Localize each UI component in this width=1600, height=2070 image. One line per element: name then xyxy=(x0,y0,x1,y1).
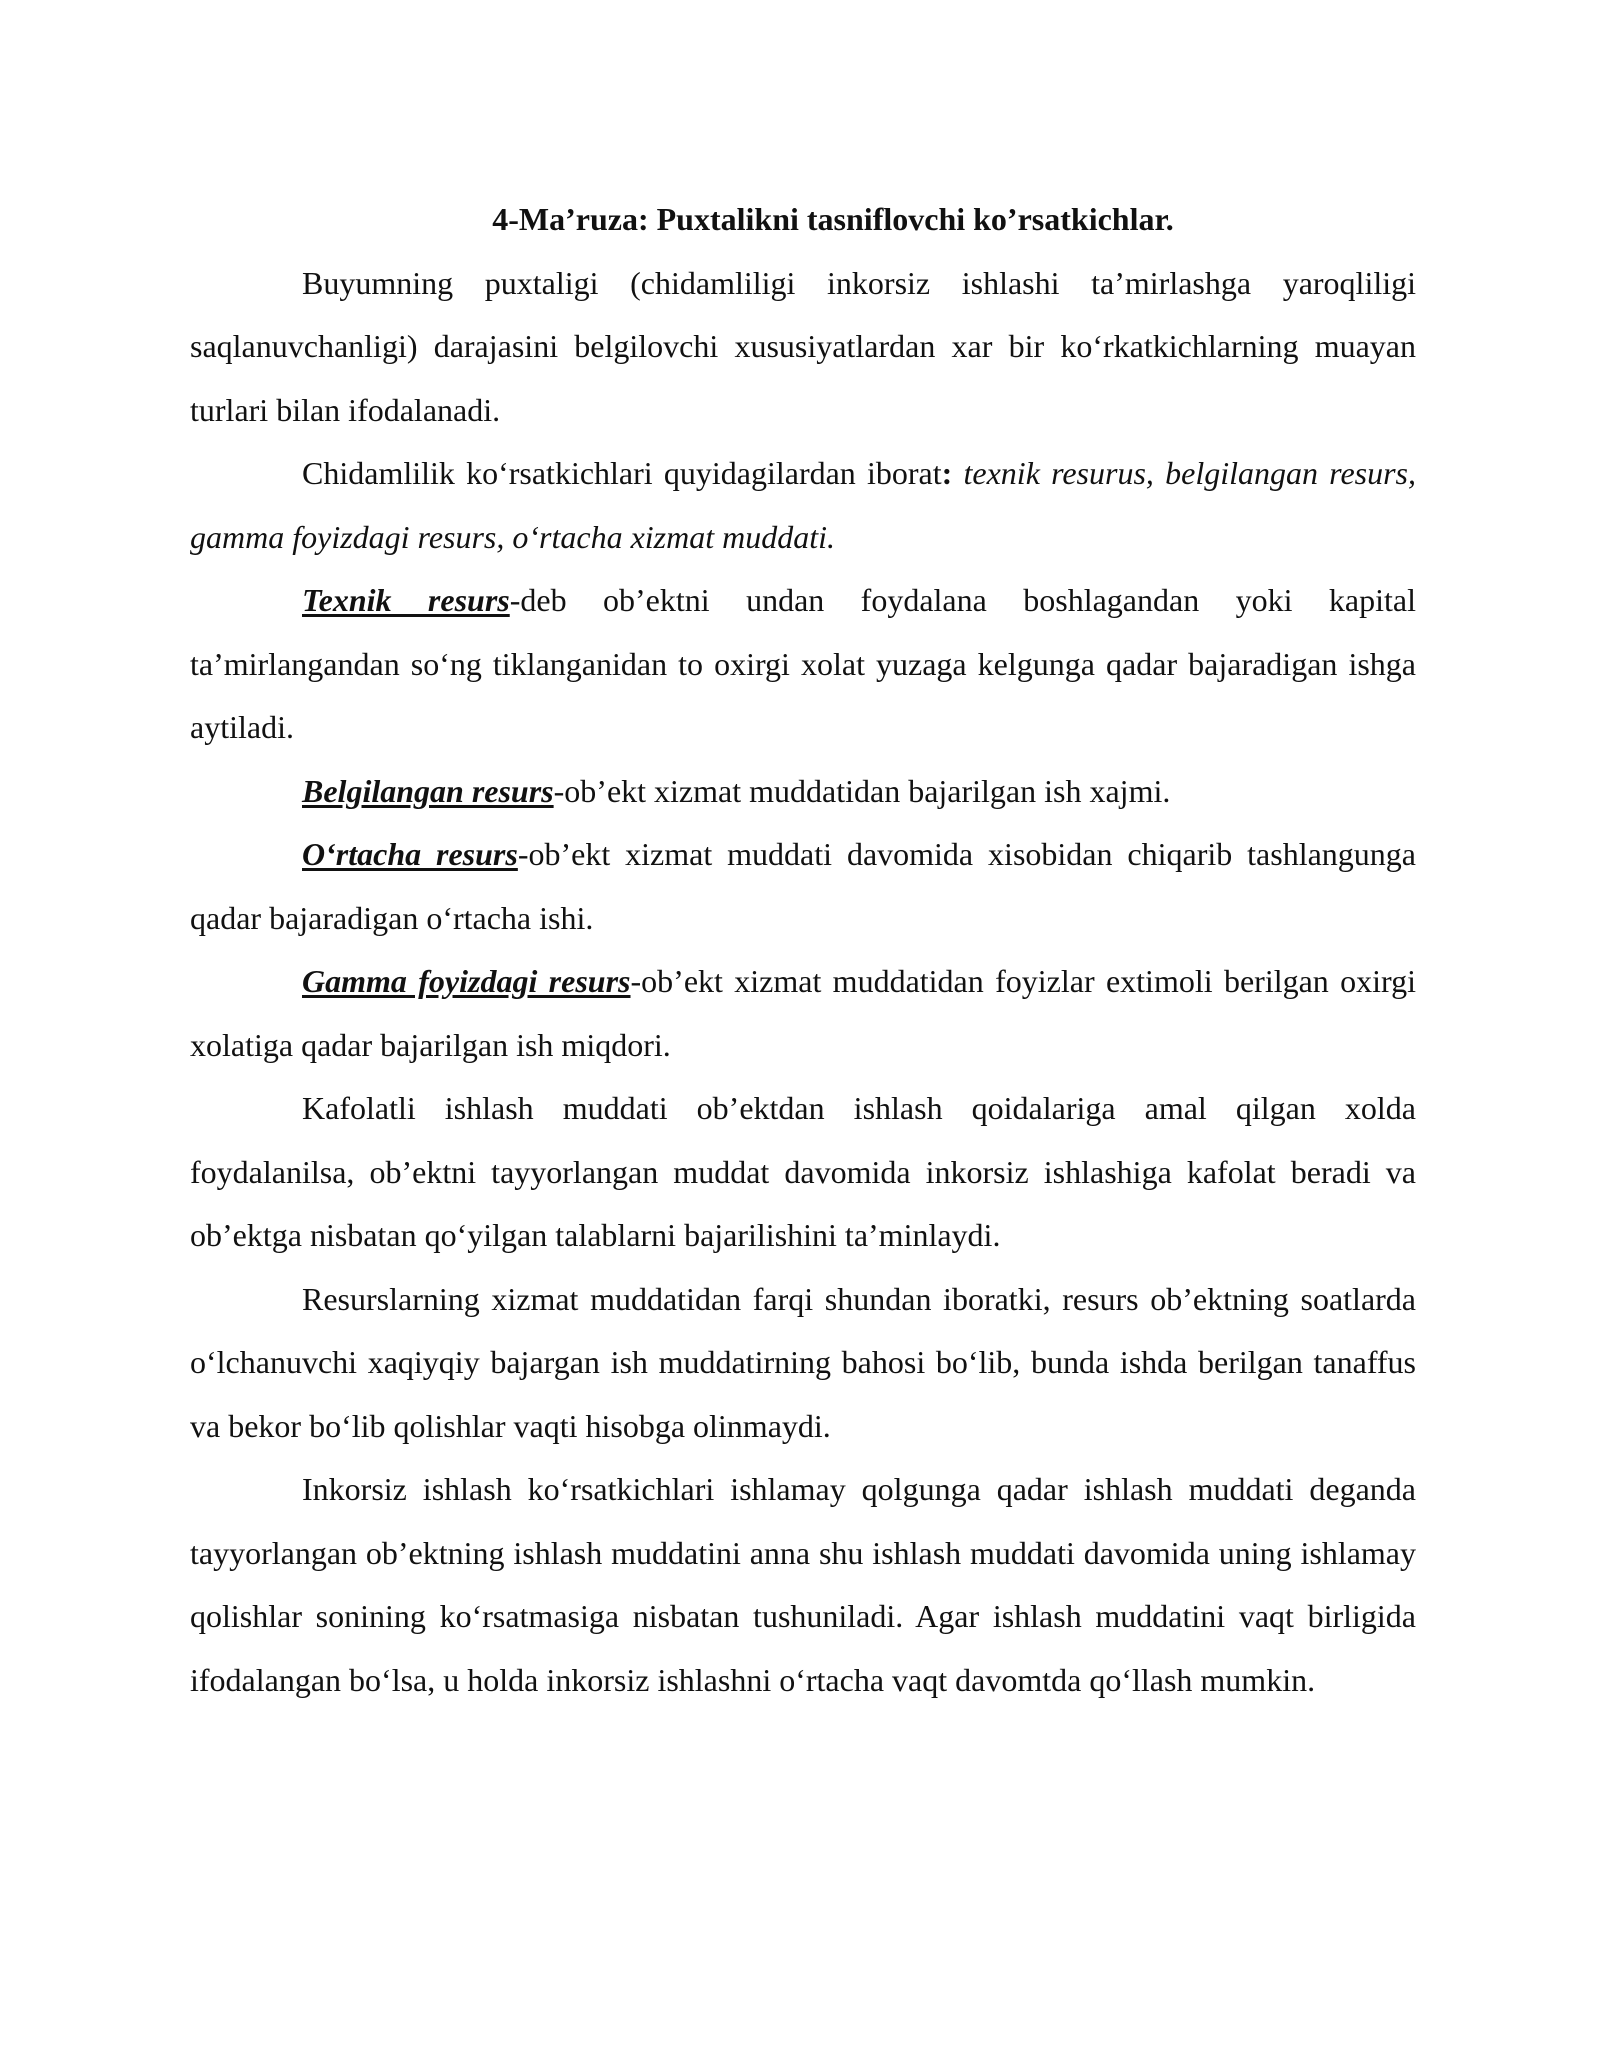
paragraph-gamma-resource xyxy=(190,950,1416,1077)
paragraph-reliability-intro: Buyumning puxtaligi (chidamliligi inkorsiz ishlashi ta’mirlashga yaroqliligi saqlanuvchanligi) darajasini belgilovchi xususiyatlardan xar bir ko‘rkatkichlarning muayan turlari bilan ifodalanadi. xyxy=(190,264,1416,428)
term-gamma-resource: Gamma foyizdagi resurs xyxy=(302,963,631,999)
definition-assigned-resource: -ob’ekt xizmat muddatidan bajarilgan ish xajmi. xyxy=(553,772,1171,809)
paragraph-resource-difference: Resurslarning xizmat muddatidan farqi shundan iboratki, resurs ob’ektning soatlarda o‘lchanuvchi xaqiyqiy bajargan ish muddatirning bahosi bo‘lib, bunda ishda berilgan tanaffus va bekor bo‘lib qolishlar vaqti hisobga olinmaydi. xyxy=(190,1280,1416,1444)
lecture-title: 4-Ma’ruza: Puxtalikni tasniflovchi ko’rsatkichlar. xyxy=(492,201,1174,237)
paragraph-failure-free-indicators: Inkorsiz ishlash ko‘rsatkichlari ishlamay qolgunga qadar ishlash muddati deganda tayyorlangan ob’ektning ishlash muddatini anna shu ishlash muddati davomida uning ishlamay qolishlar sonining ko‘rsatmasiga nisbatan tushuniladi. Agar ishlash muddatini vaqt birligida ifodalangan bo‘lsa, u holda inkorsiz ishlashni o‘rtacha vaqt davomtda qo‘llash mumkin. xyxy=(190,1471,1416,1698)
paragraph-average-resource xyxy=(190,823,1416,950)
term-assigned-resource: Belgilangan resurs xyxy=(302,772,554,809)
durability-list: texnik resurus, belgilangan resurs, gamma foyizdagi resurs, o‘rtacha xizmat muddati. xyxy=(190,455,1417,555)
document-page xyxy=(190,188,1416,1712)
paragraph-technical-resource xyxy=(190,569,1416,760)
paragraph-warranty-period: Kafolatli ishlash muddati ob’ektdan ishlash qoidalariga amal qilgan xolda foydalanilsa, ob’ektni tayyorlangan muddat davomida inkorsiz ishlashiga kafolat beradi va ob’ektga nisbatan qo‘yilgan talablarni bajarilishini ta’minlaydi. xyxy=(190,1090,1416,1253)
durability-lead-text: Chidamlilik ko‘rsatkichlari quyidagilardan iborat xyxy=(302,455,942,491)
definition-average-resource: -ob’ekt xizmat muddati davomida xisobidan chiqarib tashlangunga qadar bajaradigan o‘rtacha ishi. xyxy=(190,836,1417,936)
term-technical-resource: Texnik resurs xyxy=(302,582,510,618)
definition-gamma-resource: -ob’ekt xizmat muddatidan foyizlar extimoli berilgan oxirgi xolatiga qadar bajarilgan ish miqdori. xyxy=(190,963,1417,1063)
durability-colon: : xyxy=(941,455,953,491)
definition-technical-resource: -deb ob’ektni undan foydalana boshlagandan yoki kapital ta’mirlangandan so‘ng tiklanganidan to oxirgi xolat yuzaga kelgunga qadar bajaradigan ishga aytiladi. xyxy=(190,582,1417,745)
paragraph-assigned-resource xyxy=(190,760,1416,824)
term-average-resource: O‘rtacha resurs xyxy=(302,836,518,872)
paragraph-durability-indicators xyxy=(190,442,1416,569)
